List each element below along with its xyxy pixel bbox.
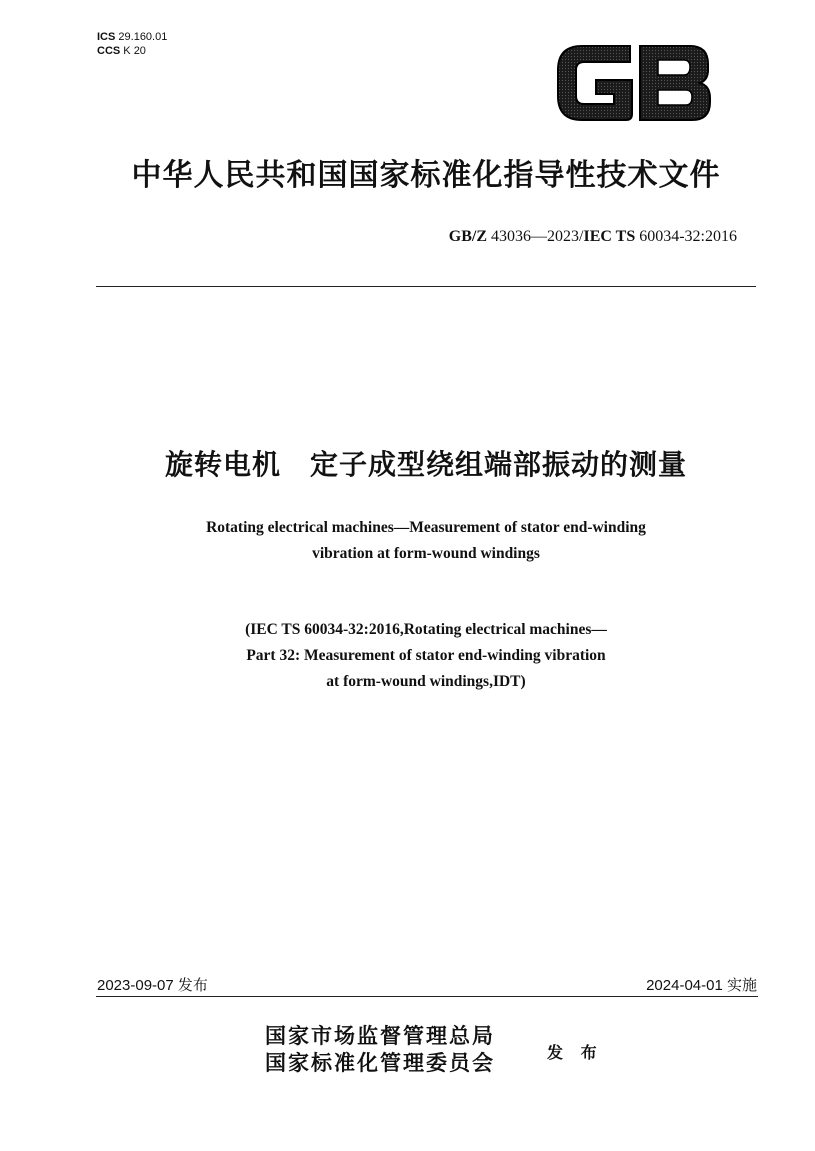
idt-line-3: at form-wound windings,IDT) bbox=[326, 673, 526, 690]
implement-date: 2024-04-01 实施 bbox=[646, 977, 757, 994]
bottom-divider bbox=[96, 996, 758, 997]
issue-action: 发 布 bbox=[547, 1043, 603, 1062]
std-number-value: 43036—2023/ bbox=[491, 228, 584, 245]
ccs-code bbox=[97, 44, 167, 58]
publish-date: 2023-09-07 发布 bbox=[97, 977, 208, 994]
iec-prefix: IEC TS bbox=[583, 228, 636, 245]
idt-line-2: Part 32: Measurement of stator end-winding vibration bbox=[246, 647, 606, 664]
ics-label: ICS bbox=[97, 31, 116, 43]
issuer-line-2: 国家标准化管理委员会 bbox=[265, 1050, 495, 1075]
issuer-line-1: 国家市场监督管理总局 bbox=[265, 1023, 495, 1048]
standard-number bbox=[449, 228, 737, 246]
iec-number: 60034-32:2016 bbox=[639, 228, 737, 245]
gb-logo-icon bbox=[552, 40, 714, 126]
top-divider bbox=[96, 286, 756, 287]
title-english-line-2: vibration at form-wound windings bbox=[312, 545, 540, 562]
title-english-line-1: Rotating electrical machines—Measurement of stator end-winding bbox=[206, 519, 646, 536]
std-prefix: GB/Z bbox=[448, 228, 488, 245]
ics-code bbox=[97, 30, 167, 44]
document-type-heading: 中华人民共和国国家标准化指导性技术文件 bbox=[131, 158, 721, 193]
ics-value: 29.160.01 bbox=[118, 31, 168, 43]
issuing-authorities bbox=[265, 1022, 495, 1076]
classification-codes bbox=[97, 30, 167, 58]
ccs-value: K 20 bbox=[123, 45, 146, 57]
ccs-label: CCS bbox=[97, 45, 121, 57]
title-english bbox=[96, 515, 756, 567]
idt-line-1: (IEC TS 60034-32:2016,Rotating electrical machines— bbox=[245, 621, 607, 638]
idt-statement bbox=[96, 617, 756, 695]
title-chinese: 旋转电机 定子成型绕组端部振动的测量 bbox=[164, 448, 687, 481]
